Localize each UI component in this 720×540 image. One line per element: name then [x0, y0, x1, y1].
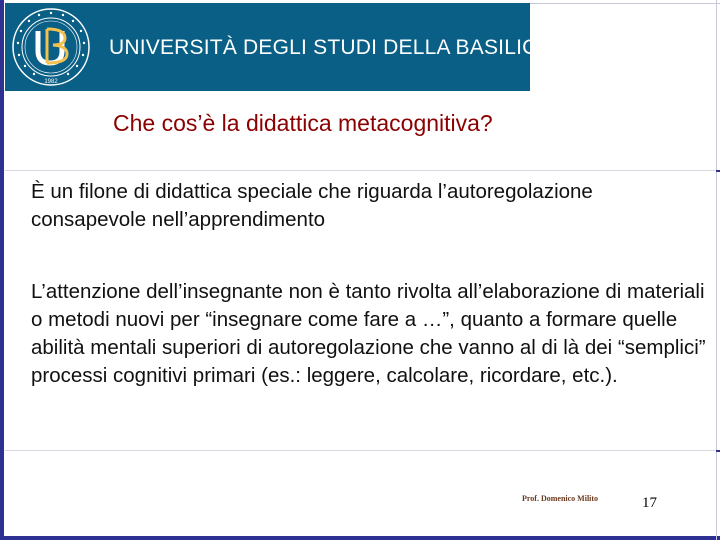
paragraph-explanation: L’attenzione dell’insegnante non è tanto rivolta all’elaborazione di materiali o metodi nuovi per “insegnare come fare a …”, quanto a formare quelle abilità mentali superiori di autoregolazione che vanno al di là dei “semplici” processi cognitivi primari (es.: leggere, calcolare, ricordare, etc.).	[31, 280, 706, 387]
university-seal-logo	[11, 7, 91, 87]
author-credit: Prof. Domenico Milito	[522, 494, 599, 503]
frame-tick	[716, 170, 720, 172]
slide-title: Che cos’è la didattica metacognitiva?	[113, 110, 493, 136]
content-divider	[5, 450, 715, 451]
university-banner	[5, 3, 576, 91]
svg-text:1982: 1982	[44, 79, 58, 85]
slide-frame-bottom	[0, 536, 720, 540]
university-name: UNIVERSITÀ DEGLI STUDI DELLA BASILICATA	[109, 36, 576, 59]
page-number: 17	[642, 495, 657, 511]
slide-frame-left	[0, 0, 4, 540]
frame-tick	[716, 450, 720, 452]
top-divider	[530, 3, 720, 4]
slide-frame-right	[716, 0, 717, 540]
title-divider	[5, 170, 715, 171]
paragraph-definition: È un filone di didattica speciale che riguarda l’autoregolazione consapevole nell’apprendimento	[31, 180, 593, 231]
